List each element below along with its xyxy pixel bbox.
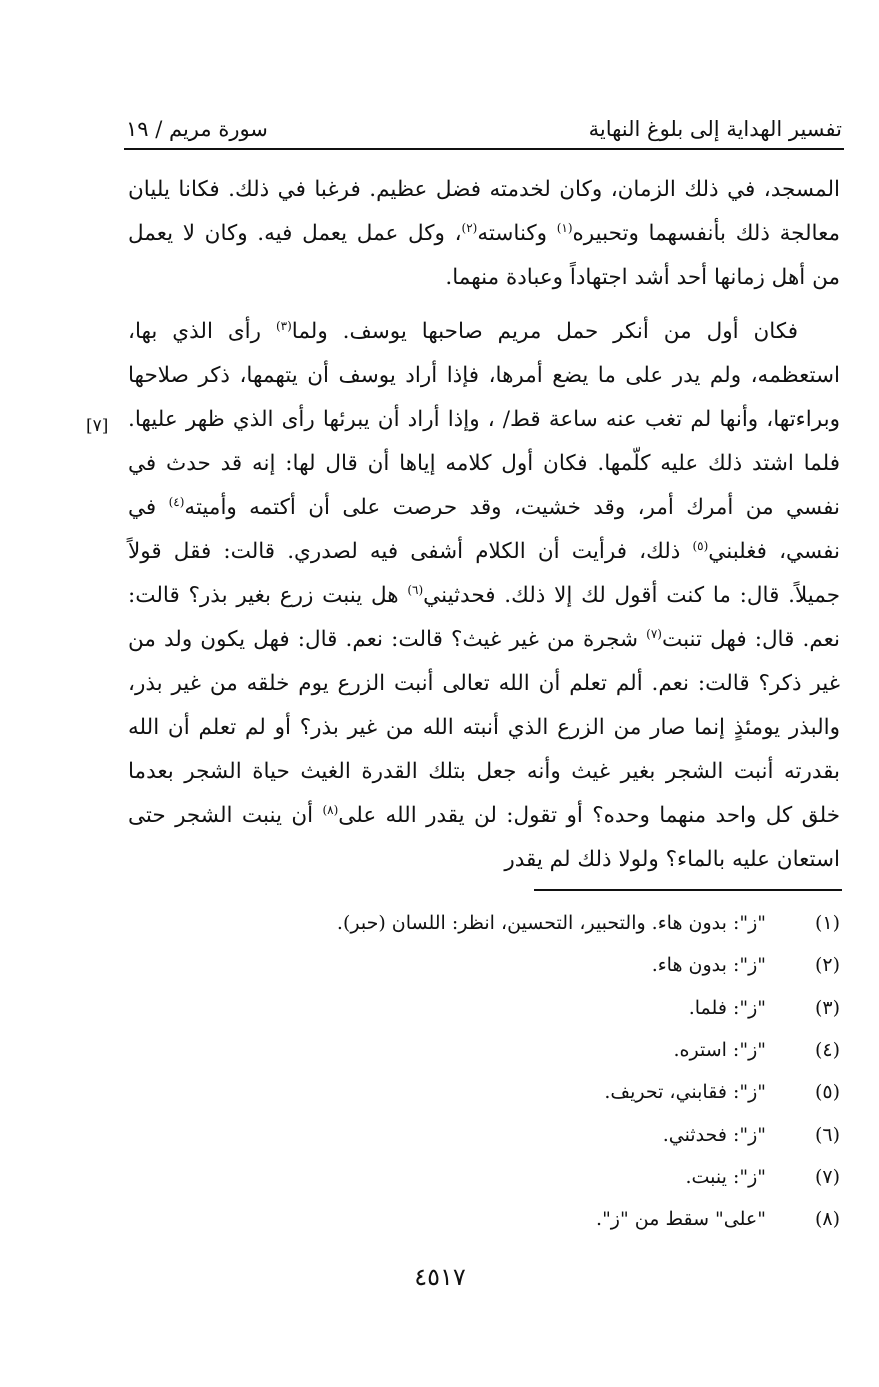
footnote-rule [534,889,842,891]
footnote-number: (٨) [814,1208,840,1231]
footnote-item [300,1113,840,1155]
footnote-ref: (٦) [407,582,424,597]
footnote-text: "ز": بدون هاء. والتحبير، التحسين، انظر: اللسان (حبر). [336,912,766,935]
footnote-number: (٤) [814,1039,840,1062]
footnote-item [300,1198,840,1240]
footnote-item [300,1156,840,1198]
footnote-text: "على" سقط من "ز". [596,1208,766,1231]
footnote-number: (٥) [814,1081,840,1104]
footnote-item [300,987,840,1029]
header-rule [124,148,844,150]
footnote-text: "ز": فحدثني. [662,1123,766,1146]
text-run: هل ينبت زرع بغير بذر؟ قالت: نعم. قال: فهل تنبت [128,583,840,652]
footnote-ref: (١) [556,220,573,235]
footnote-text: "ز": ينبت. [685,1165,766,1188]
text-run: ، وكل عمل يعمل فيه. وكان لا يعمل من أهل زمانها أحد أشد اجتهاداً وعبادة منهما. [128,221,840,290]
running-header [126,112,842,146]
footnote-item [300,902,840,944]
paragraph-2 [128,310,840,882]
text-run: ذلك، فرأيت أن الكلام أشفى فيه لصدري. قالت: فقل قولاً جميلاً. قال: ما كنت أقول لك إلا ذلك. فحدثيني [128,539,840,608]
page-number: ٤٥١٧ [414,1263,466,1291]
footnote-number: (٣) [814,996,840,1019]
footnote-text: "ز": استره. [673,1039,766,1062]
text-run: شجرة من غير غيث؟ قالت: نعم. قال: فهل يكون ولد من غير ذكر؟ قالت: نعم. ألم تعلم أن الله تعالى أنبت الزرع يوم خلقه من غير بذر، والبذر يومئذٍ إنما صار من الزرع الذي أنبته الله من غير بذر؟ أو لم تعلم أن الله بقدرته أنبت الشجر بغير غيث وأنه جعل بتلك القدرة الغيث حياة الشجر بعدما خلق كل واحد منهما وحده؟ أو تقول: لن يقدر الله على [128,627,840,828]
text-run: وكناسته [477,221,557,246]
surah-reference: سورة مريم / ١٩ [126,117,268,141]
footnote-text: "ز": بدون هاء. [651,954,766,977]
footnote-number: (٧) [814,1165,840,1188]
footnote-ref: (٢) [461,220,478,235]
text-run: رأى الذي بها، استعظمه، ولم يدر على ما يضع أمرها، فإذا أراد يوسف أن يتهمها، ذكر صلاحها وبراءتها، وأنها لم تغب عنه ساعة قط/ ، وإذا أراد أن يبرئها رأى الذي ظهر عليها. فلما اشتد ذلك عليه كلّمها. فكان أول كلامه إياها أن قال لها: إنه قد حدث في نفسي من أمرك أمر، وقد خشيت، وقد حرصت على أن أكتمه وأميته [128,319,840,520]
footnote-text: "ز": فلما. [688,996,766,1019]
footnotes [300,902,840,1240]
footnote-ref: (٤) [168,494,185,509]
text-run: في نفسي، فغلبني [128,495,840,564]
footnote-item [300,1029,840,1071]
footnote-text: "ز": فقابني، تحريف. [604,1081,766,1104]
footnote-number: (١) [814,912,840,935]
footnote-number: (٦) [814,1123,840,1146]
paragraph-1 [128,168,840,300]
footnote-ref: (٣) [275,318,292,333]
main-text [128,168,840,882]
manuscript-folio-marker: [٧] [86,416,109,436]
footnote-ref: (٨) [322,802,339,817]
text-run: أن ينبت الشجر حتى استعان عليه بالماء؟ ولولا ذلك لم يقدر [128,803,840,872]
book-title: تفسير الهداية إلى بلوغ النهاية [588,117,842,141]
footnote-number: (٢) [814,954,840,977]
text-run: فكان أول من أنكر حمل مريم صاحبها يوسف. ولما [291,319,798,344]
footnote-ref: (٥) [692,538,709,553]
footnote-item [300,1071,840,1113]
footnote-ref: (٧) [646,626,662,641]
footnote-item [300,944,840,986]
text-run: المسجد، في ذلك الزمان، وكان لخدمته فضل عظيم. فرغبا في ذلك. فكانا يليان معالجة ذلك بأنفسهما وتحبيره [128,177,840,246]
